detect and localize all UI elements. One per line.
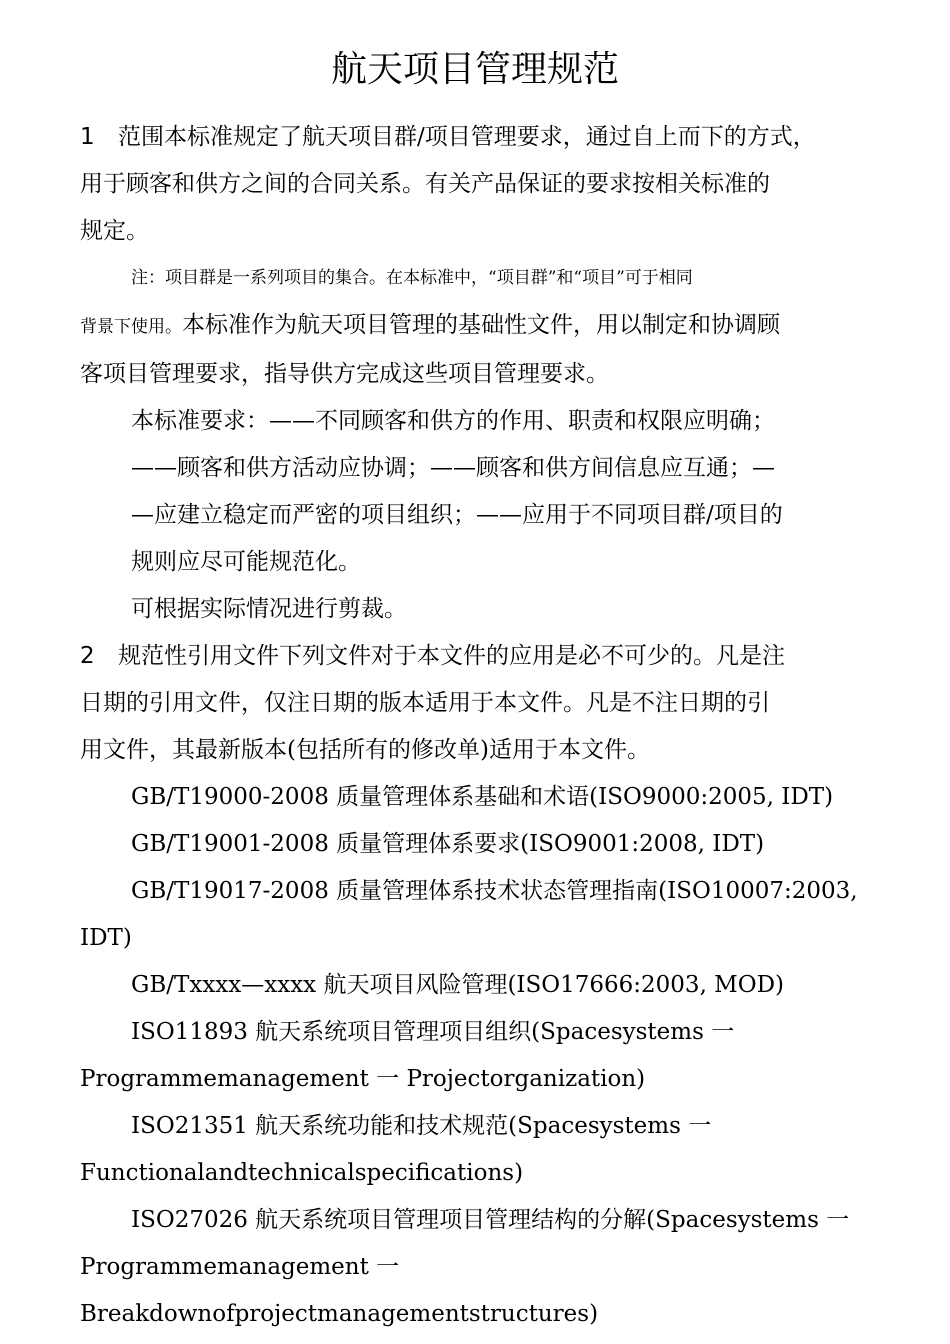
section-1-note [80, 255, 880, 302]
note-text: 项目群是一系列项目的集合。在本标准中，“项目群”和“项目”可于相同 [165, 268, 693, 288]
section-2-text-1: 下列文件对于本文件的应用是必不可少的。凡是注 [279, 643, 785, 669]
section-2-heading: 规范性引用文件 [118, 643, 279, 669]
document-body [80, 114, 880, 1338]
reference-5-cont: Programmemanagement 一 Projectorganization) [80, 1066, 646, 1092]
reference-7: ISO27026 航天系统项目管理项目管理结构的分解(Spacesystems 一 [131, 1207, 850, 1233]
reference-2: GB/T19001-2008 质量管理体系要求(ISO9001:2008, IDT) [131, 831, 765, 857]
reference-3-cont: IDT) [80, 925, 132, 951]
reference-3: GB/T19017-2008 质量管理体系技术状态管理指南(ISO10007:2003, [131, 878, 858, 904]
section-2-line-3: 用文件，其最新版本(包括所有的修改单)适用于本文件。 [80, 737, 650, 763]
tailoring-note: 可根据实际情况进行剪裁。 [131, 596, 407, 622]
requirements-line-2: ——顾客和供方活动应协调；——顾客和供方间信息应互通；— [131, 455, 775, 481]
section-2-number: 2 [80, 643, 95, 669]
reference-1: GB/T19000-2008 质量管理体系基础和术语(ISO9000:2005, IDT) [131, 784, 834, 810]
reference-7-cont: Programmemanagement 一 Breakdownofprojectmanagementstructures) [80, 1254, 599, 1327]
reference-5: ISO11893 航天系统项目管理项目组织(Spacesystems 一 [131, 1019, 735, 1045]
reference-6-cont: Functionalandtechnicalspecifications) [80, 1160, 524, 1186]
section-2-line-2: 日期的引用文件，仅注日期的版本适用于本文件。凡是不注日期的引 [80, 690, 770, 716]
section-1-after-note-1 [80, 302, 880, 351]
document-title: 航天项目管理规范 [330, 49, 619, 90]
requirements-line-3: —应建立稳定而严密的项目组织；——应用于不同项目群/项目的 [131, 502, 783, 528]
section-2-line-1 [80, 633, 880, 680]
section-1-after-note-2: 客项目管理要求，指导供方完成这些项目管理要求。 [80, 361, 609, 387]
note-label: 注： [131, 268, 165, 288]
section-1-number: 1 [80, 124, 95, 150]
reference-6: ISO21351 航天系统功能和技术规范(Spacesystems 一 [131, 1113, 712, 1139]
after-note-text-1: 本标准作为航天项目管理的基础性文件，用以制定和协调顾 [182, 312, 780, 338]
requirements-line-1: 本标准要求：——不同顾客和供方的作用、职责和权限应明确； [131, 408, 775, 434]
section-1-heading: 范围 [118, 124, 164, 150]
reference-4: GB/Txxxx—xxxx 航天项目风险管理(ISO17666:2003, MOD) [131, 972, 785, 998]
section-1-line-1 [80, 114, 880, 161]
requirements-line-4: 规则应尽可能规范化。 [131, 549, 361, 575]
section-1-line-2: 用于顾客和供方之间的合同关系。有关产品保证的要求按相关标准的 [80, 171, 770, 197]
note-text-2: 背景下使用。 [80, 317, 182, 337]
section-1-text-1: 本标准规定了航天项目群/项目管理要求，通过自上而下的方式， [164, 124, 816, 150]
section-1-line-3: 规定。 [80, 218, 149, 244]
